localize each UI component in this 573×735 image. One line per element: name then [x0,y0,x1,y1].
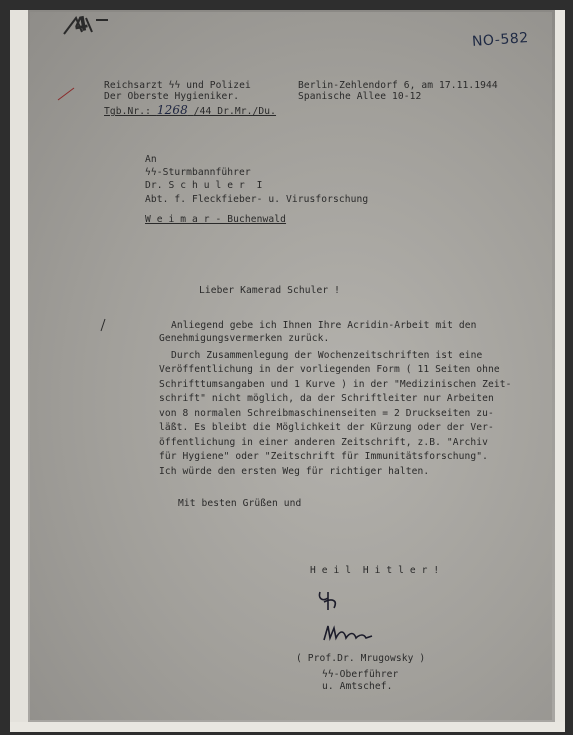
left-paper-edge [10,10,28,728]
recipient-city: W e i m a r - Buchenwald [145,214,287,225]
journal-number-handwritten: 1268 [156,103,188,117]
body-line-6: schrift" nicht möglich, da der Schriftleiter nur Arbeiten [159,393,494,404]
signatory-name: ( Prof.Dr. Mrugowsky ) [296,653,426,664]
body-line-11: Ich würde den ersten Weg für richtiger halten. [159,466,430,477]
place-date-line-2: Spanische Allee 10-12 [298,91,422,102]
right-paper-edge [555,10,565,728]
journal-number-line [104,104,276,118]
body-line-5: Schrifttumsangaben und 1 Kurve ) in der "Medizinischen Zeit- [159,379,512,390]
bottom-paper-edge [10,722,565,732]
place-date-line-1: Berlin-Zehlendorf 6, am 17.11.1944 [298,80,498,91]
sender-line-2: Der Oberste Hygieniker. [104,91,240,102]
heil-line: H e i l H i t l e r ! [310,565,440,576]
handwritten-initial [314,588,344,614]
recipient-an: An [145,154,157,165]
body-line-2: Genehmigungsvermerken zurück. [159,333,330,344]
body-line-3: Durch Zusammenlegung der Wochenzeitschriften ist eine [171,350,483,361]
recipient-department: Abt. f. Fleckfieber- u. Virusforschung [145,194,369,205]
journal-number-suffix: /44 Dr.Mr./Du. [193,106,277,117]
closing: Mit besten Grüßen und [178,498,302,509]
body-line-8: läßt. Es bleibt die Möglichkeit der Kürzung oder der Ver- [159,422,494,433]
body-line-9: öffentlichung in einer anderen Zeitschrift, z.B. "Archiv [159,437,489,448]
recipient-rank: ϟϟ-Sturmbannführer [145,167,251,178]
recipient-name: Dr. S c h u l e r I [145,180,263,191]
pencil-tick-mark [56,86,76,102]
handwritten-signature [320,622,380,646]
corner-scribble [62,14,110,38]
corner-mark: 4 [72,10,90,38]
signatory-rank: ϟϟ-Oberführer [322,669,399,680]
salutation: Lieber Kamerad Schuler ! [199,285,341,296]
body-line-4: Veröffentlichung in der vorliegenden Form ( 11 Seiten ohne [159,364,500,375]
document-reference-number: NO-582 [471,30,530,50]
signatory-title: u. Amtschef. [322,681,393,692]
body-line-10: für Hygiene" oder "Zeitschrift für Immunitätsforschung". [159,451,489,462]
body-line-1: Anliegend gebe ich Ihnen Ihre Acridin-Arbeit mit den [171,320,477,331]
sender-line-1: Reichsarzt ϟϟ und Polizei [104,80,251,91]
body-line-7: von 8 normalen Schreibmaschinenseiten = 2 Druckseiten zu- [159,408,494,419]
margin-tick-mark [98,318,108,332]
journal-number-prefix: Tgb.Nr.: [104,106,152,117]
